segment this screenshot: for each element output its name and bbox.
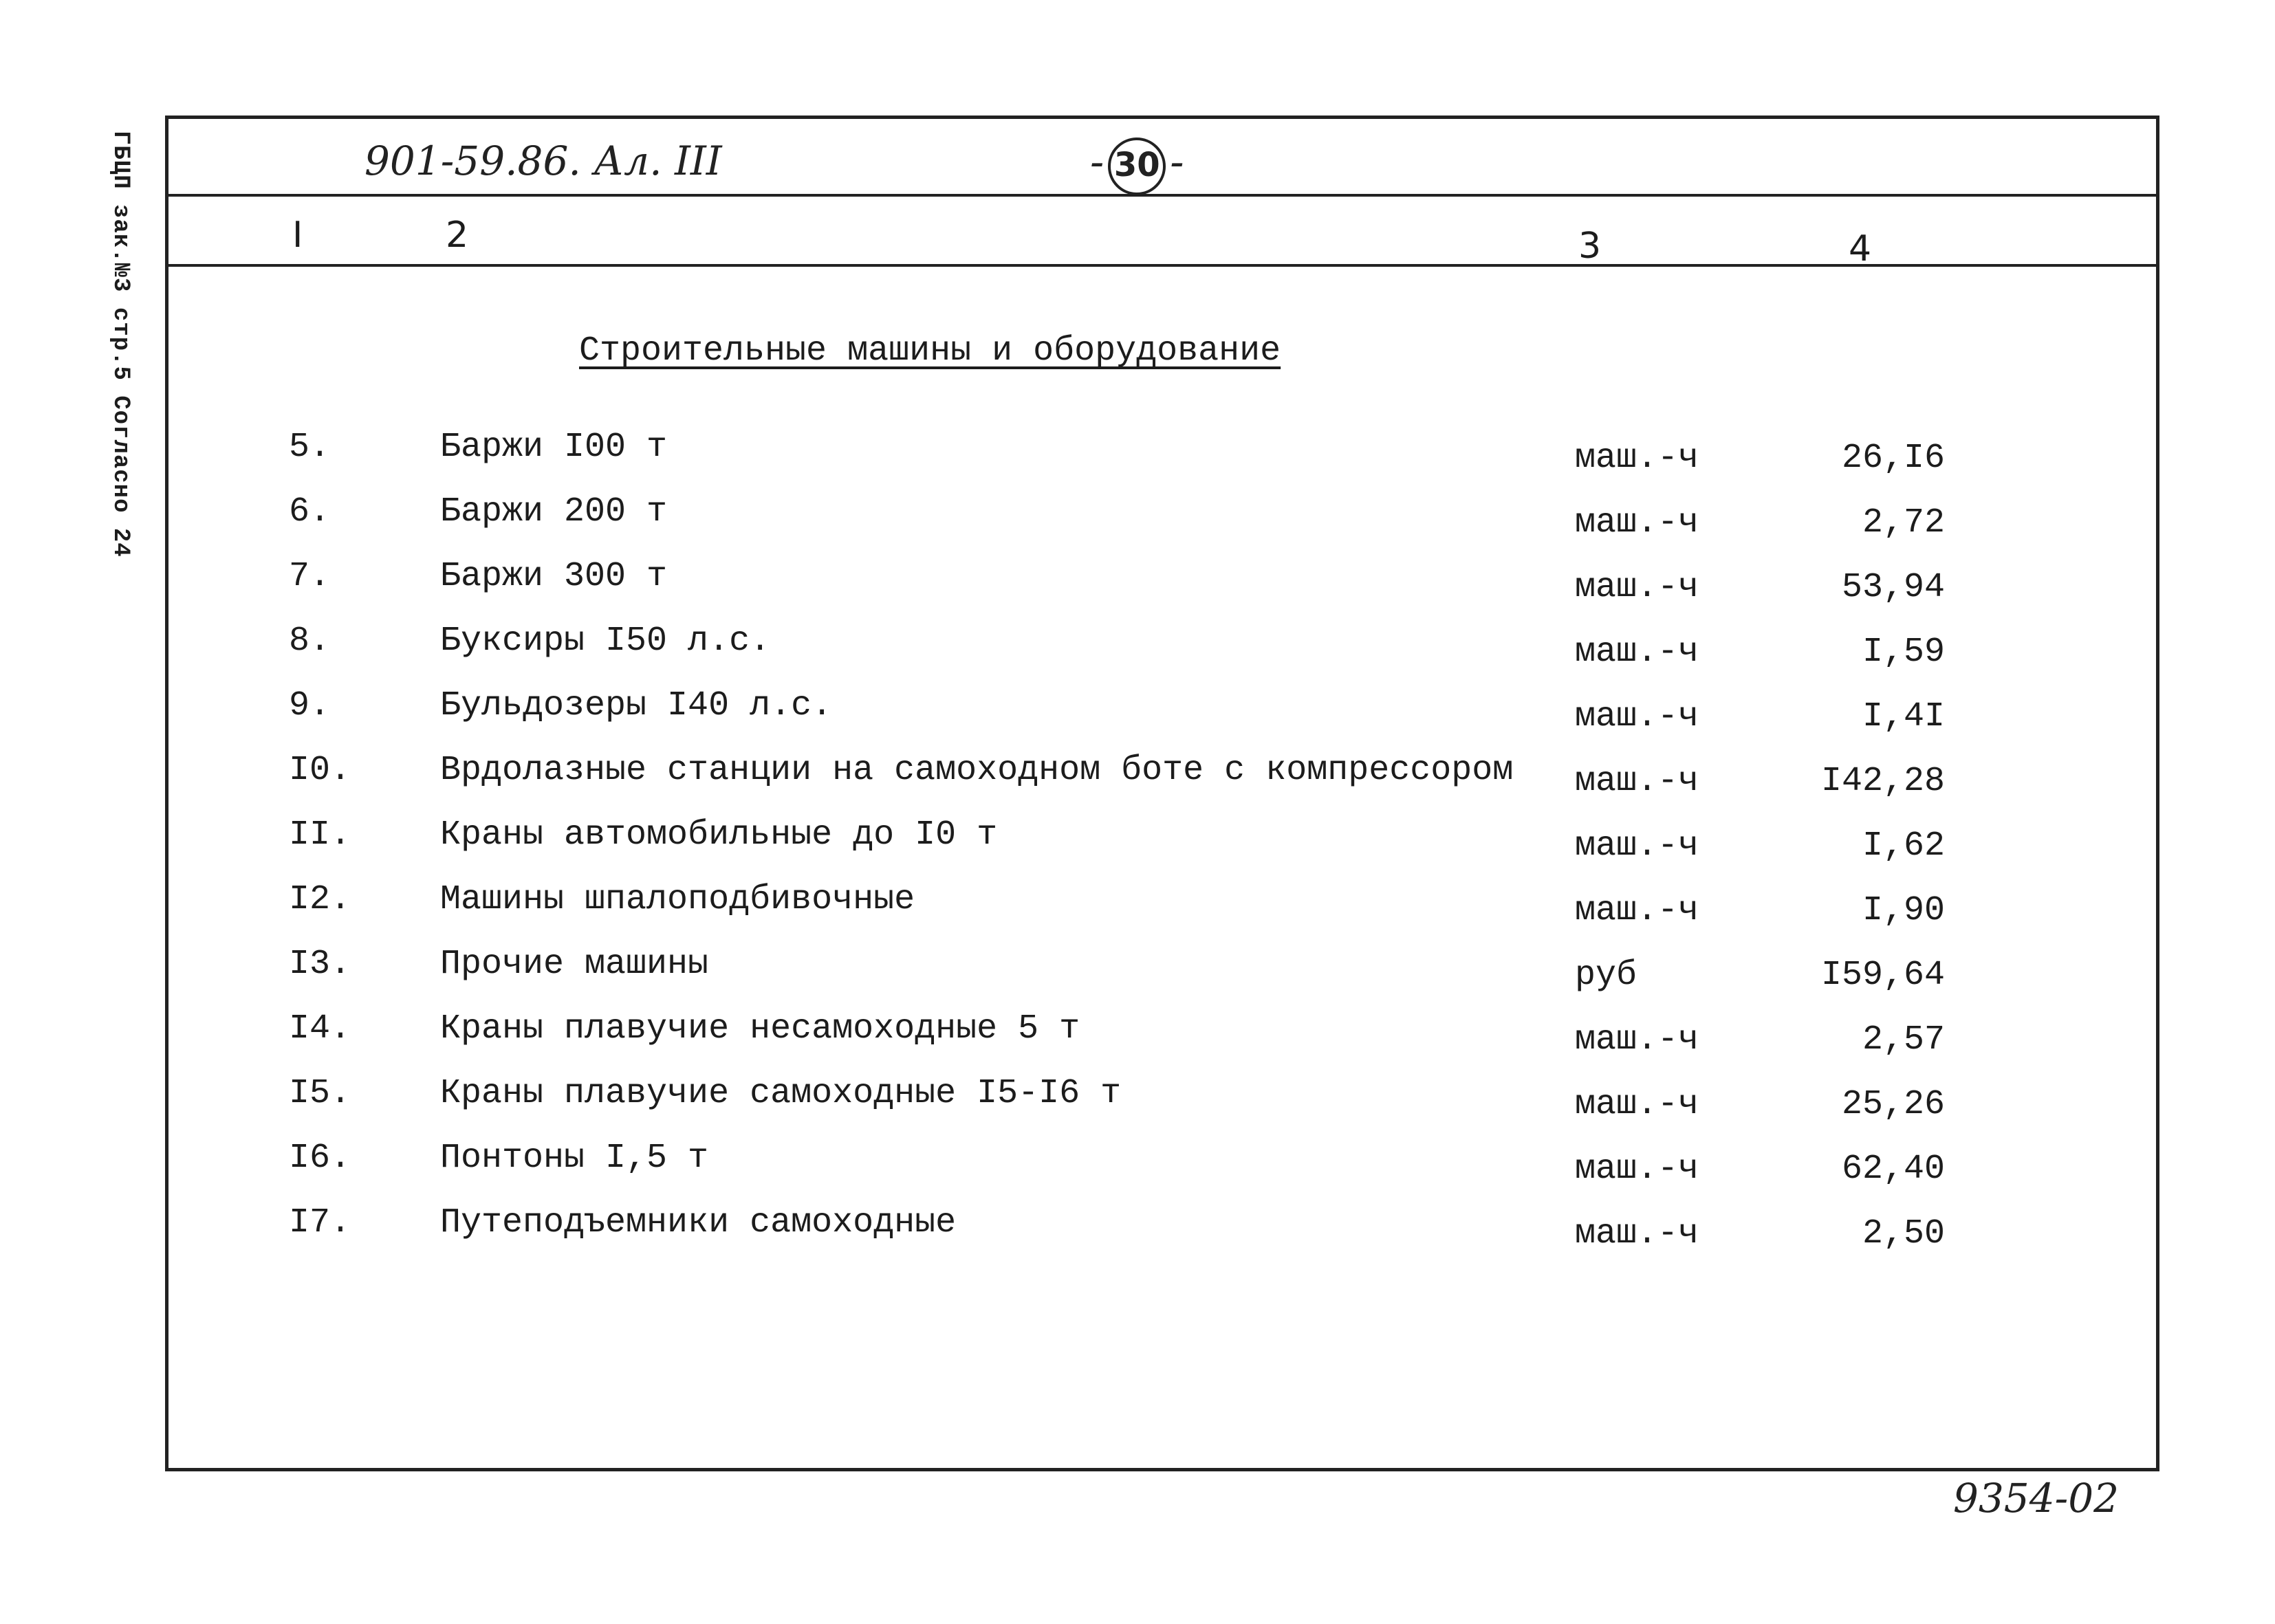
row-value: 2,50 — [1862, 1214, 1945, 1253]
row-name: Краны автомобильные до I0 т — [440, 815, 998, 855]
row-number: 8. — [289, 622, 331, 661]
section-title: Строительные машины и оборудование — [579, 331, 1281, 371]
row-unit: руб — [1575, 956, 1637, 995]
row-number: I6. — [289, 1139, 351, 1178]
row-value: I42,28 — [1820, 762, 1945, 801]
table-row — [0, 815, 2275, 877]
row-unit: маш.-ч — [1575, 697, 1699, 736]
row-number: 9. — [289, 686, 331, 725]
row-number: I2. — [289, 880, 351, 919]
page-prefix: - — [1090, 138, 1104, 186]
table-row — [0, 428, 2275, 490]
page-number — [1090, 138, 1184, 195]
table-row — [0, 751, 2275, 813]
row-value: 2,72 — [1862, 503, 1945, 542]
row-unit: маш.-ч — [1575, 826, 1699, 866]
row-name: Баржи 200 т — [440, 492, 668, 531]
row-value: 62,40 — [1841, 1150, 1945, 1189]
row-name: Баржи 300 т — [440, 557, 668, 596]
row-name: Краны плавучие несамоходные 5 т — [440, 1009, 1080, 1049]
row-value: 25,26 — [1841, 1085, 1945, 1124]
row-name: Врдолазные станции на самоходном боте с компрессором — [440, 751, 1514, 790]
row-name: Понтоны I,5 т — [440, 1139, 709, 1178]
table-row — [0, 686, 2275, 748]
column-header-4: 4 — [1849, 228, 1872, 270]
row-unit: маш.-ч — [1575, 1085, 1699, 1124]
document-code: 901-59.86. Ал. III — [364, 138, 722, 184]
row-name: Бульдозеры I40 л.с. — [440, 686, 833, 725]
row-number: I5. — [289, 1074, 351, 1113]
row-name: Путеподъемники самоходные — [440, 1203, 957, 1242]
table-row — [0, 1203, 2275, 1265]
row-value: I,62 — [1862, 826, 1945, 866]
row-number: 7. — [289, 557, 331, 596]
row-unit: маш.-ч — [1575, 762, 1699, 801]
row-value: 53,94 — [1841, 568, 1945, 607]
row-value: 2,57 — [1862, 1020, 1945, 1060]
row-number: I3. — [289, 945, 351, 984]
page-number-circle: 30 — [1108, 138, 1166, 195]
row-unit: маш.-ч — [1575, 1150, 1699, 1189]
table-row — [0, 622, 2275, 683]
table-row — [0, 880, 2275, 942]
row-number: 6. — [289, 492, 331, 531]
footer-code: 9354-02 — [1953, 1475, 2120, 1522]
row-unit: маш.-ч — [1575, 568, 1699, 607]
row-value: I,4I — [1862, 697, 1945, 736]
row-number: 5. — [289, 428, 331, 467]
row-number: I4. — [289, 1009, 351, 1049]
row-value: I,59 — [1862, 633, 1945, 672]
column-header-2: 2 — [446, 215, 469, 256]
row-name: Краны плавучие самоходные I5-I6 т — [440, 1074, 1122, 1113]
table-row — [0, 945, 2275, 1007]
row-unit: маш.-ч — [1575, 503, 1699, 542]
row-name: Прочие машины — [440, 945, 709, 984]
row-name: Баржи I00 т — [440, 428, 668, 467]
column-header-3: 3 — [1578, 226, 1602, 267]
row-value: I59,64 — [1820, 956, 1945, 995]
row-number: I7. — [289, 1203, 351, 1242]
table-row — [0, 557, 2275, 619]
row-name: Машины шпалоподбивочные — [440, 880, 915, 919]
row-name: Буксиры I50 л.с. — [440, 622, 771, 661]
row-unit: маш.-ч — [1575, 439, 1699, 478]
table-row — [0, 1074, 2275, 1136]
side-stamp-text: ГБЦП зак.№3 стр.5 Согласно 24 — [107, 131, 133, 558]
table-row — [0, 492, 2275, 554]
table-row — [0, 1139, 2275, 1200]
table-row — [0, 1009, 2275, 1071]
row-value: 26,I6 — [1841, 439, 1945, 478]
page-suffix: - — [1170, 138, 1184, 186]
row-unit: маш.-ч — [1575, 633, 1699, 672]
row-number: I0. — [289, 751, 351, 790]
row-value: I,90 — [1862, 891, 1945, 930]
row-unit: маш.-ч — [1575, 1020, 1699, 1060]
row-unit: маш.-ч — [1575, 891, 1699, 930]
row-unit: маш.-ч — [1575, 1214, 1699, 1253]
column-header-1: I — [292, 215, 303, 256]
row-number: II. — [289, 815, 351, 855]
